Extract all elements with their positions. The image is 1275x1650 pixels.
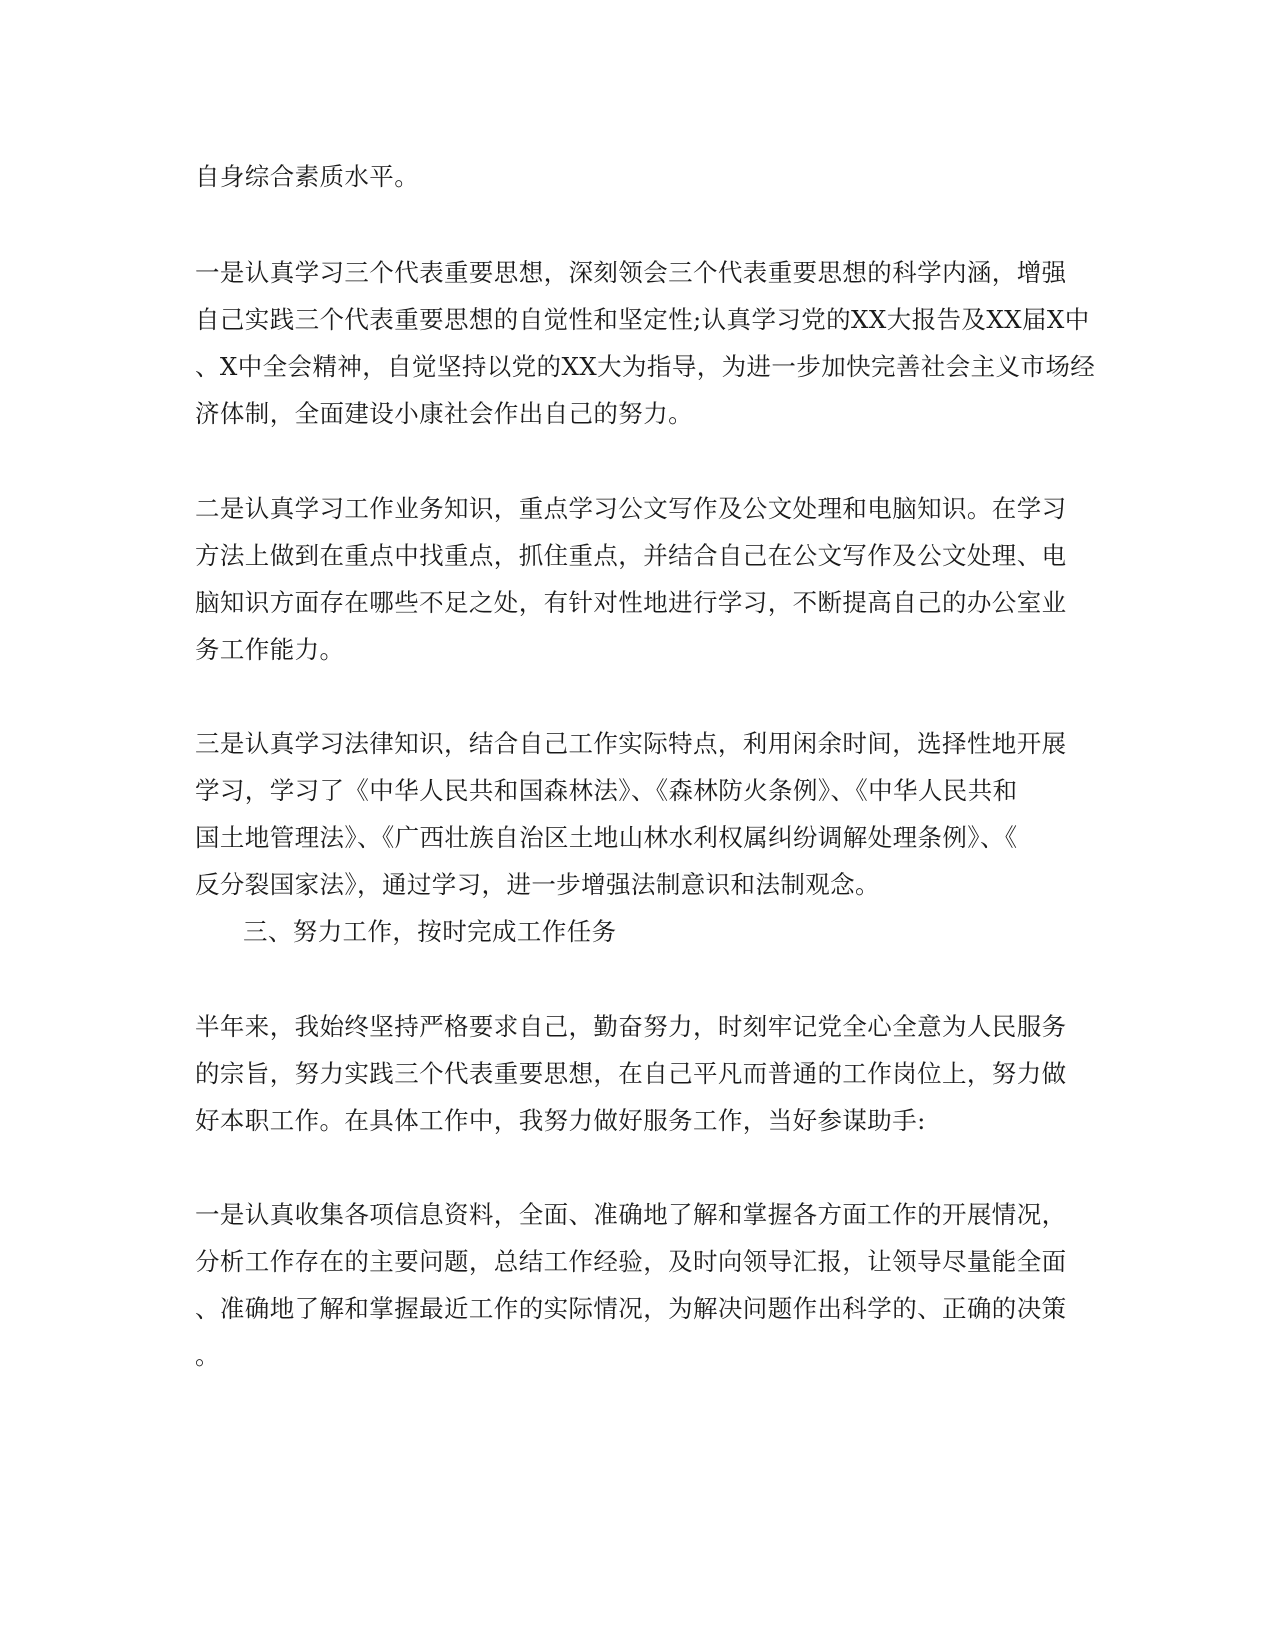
paragraph-line: 一是认真学习三个代表重要思想，深刻领会三个代表重要思想的科学内涵，增强: [195, 258, 1067, 287]
section-heading: 三、努力工作，按时完成工作任务: [243, 917, 617, 946]
paragraph-line: 半年来，我始终坚持严格要求自己，勤奋努力，时刻牢记党全心全意为人民服务: [195, 1012, 1067, 1041]
paragraph-line: 。: [195, 1341, 220, 1370]
paragraph-line: 国土地管理法》、《广西壮族自治区土地山林水利权属纠纷调解处理条例》、《: [195, 823, 1018, 852]
paragraph-line: 济体制，全面建设小康社会作出自己的努力。: [195, 399, 693, 428]
paragraph-line: 一是认真收集各项信息资料，全面、准确地了解和掌握各方面工作的开展情况，: [195, 1200, 1067, 1229]
paragraph-line: 分析工作存在的主要问题，总结工作经验，及时向领导汇报，让领导尽量能全面: [195, 1247, 1067, 1276]
paragraph-line: 学习，学习了《中华人民共和国森林法》、《森林防火条例》、《中华人民共和: [195, 776, 1018, 805]
paragraph-line: 自身综合素质水平。: [195, 162, 420, 191]
paragraph-line: 脑知识方面存在哪些不足之处，有针对性地进行学习，不断提高自己的办公室业: [195, 588, 1067, 617]
paragraph-line: 好本职工作。在具体工作中，我努力做好服务工作，当好参谋助手:: [195, 1106, 926, 1135]
paragraph-line: 自己实践三个代表重要思想的自觉性和坚定性;认真学习党的XX大报告及XX届X中: [195, 305, 1090, 334]
paragraph-line: 方法上做到在重点中找重点，抓住重点，并结合自己在公文写作及公文处理、电: [195, 541, 1067, 570]
paragraph-line: 、X中全会精神，自觉坚持以党的XX大为指导，为进一步加快完善社会主义市场经: [195, 352, 1096, 381]
paragraph-line: 务工作能力。: [195, 635, 345, 664]
paragraph-line: 三是认真学习法律知识，结合自己工作实际特点，利用闲余时间，选择性地开展: [195, 729, 1067, 758]
paragraph-line: 的宗旨，努力实践三个代表重要思想，在自己平凡而普通的工作岗位上，努力做: [195, 1059, 1067, 1088]
paragraph-line: 反分裂国家法》，通过学习，进一步增强法制意识和法制观念。: [195, 870, 880, 899]
paragraph-line: 、准确地了解和掌握最近工作的实际情况，为解决问题作出科学的、正确的决策: [195, 1294, 1067, 1323]
paragraph-line: 二是认真学习工作业务知识，重点学习公文写作及公文处理和电脑知识。在学习: [195, 494, 1067, 523]
